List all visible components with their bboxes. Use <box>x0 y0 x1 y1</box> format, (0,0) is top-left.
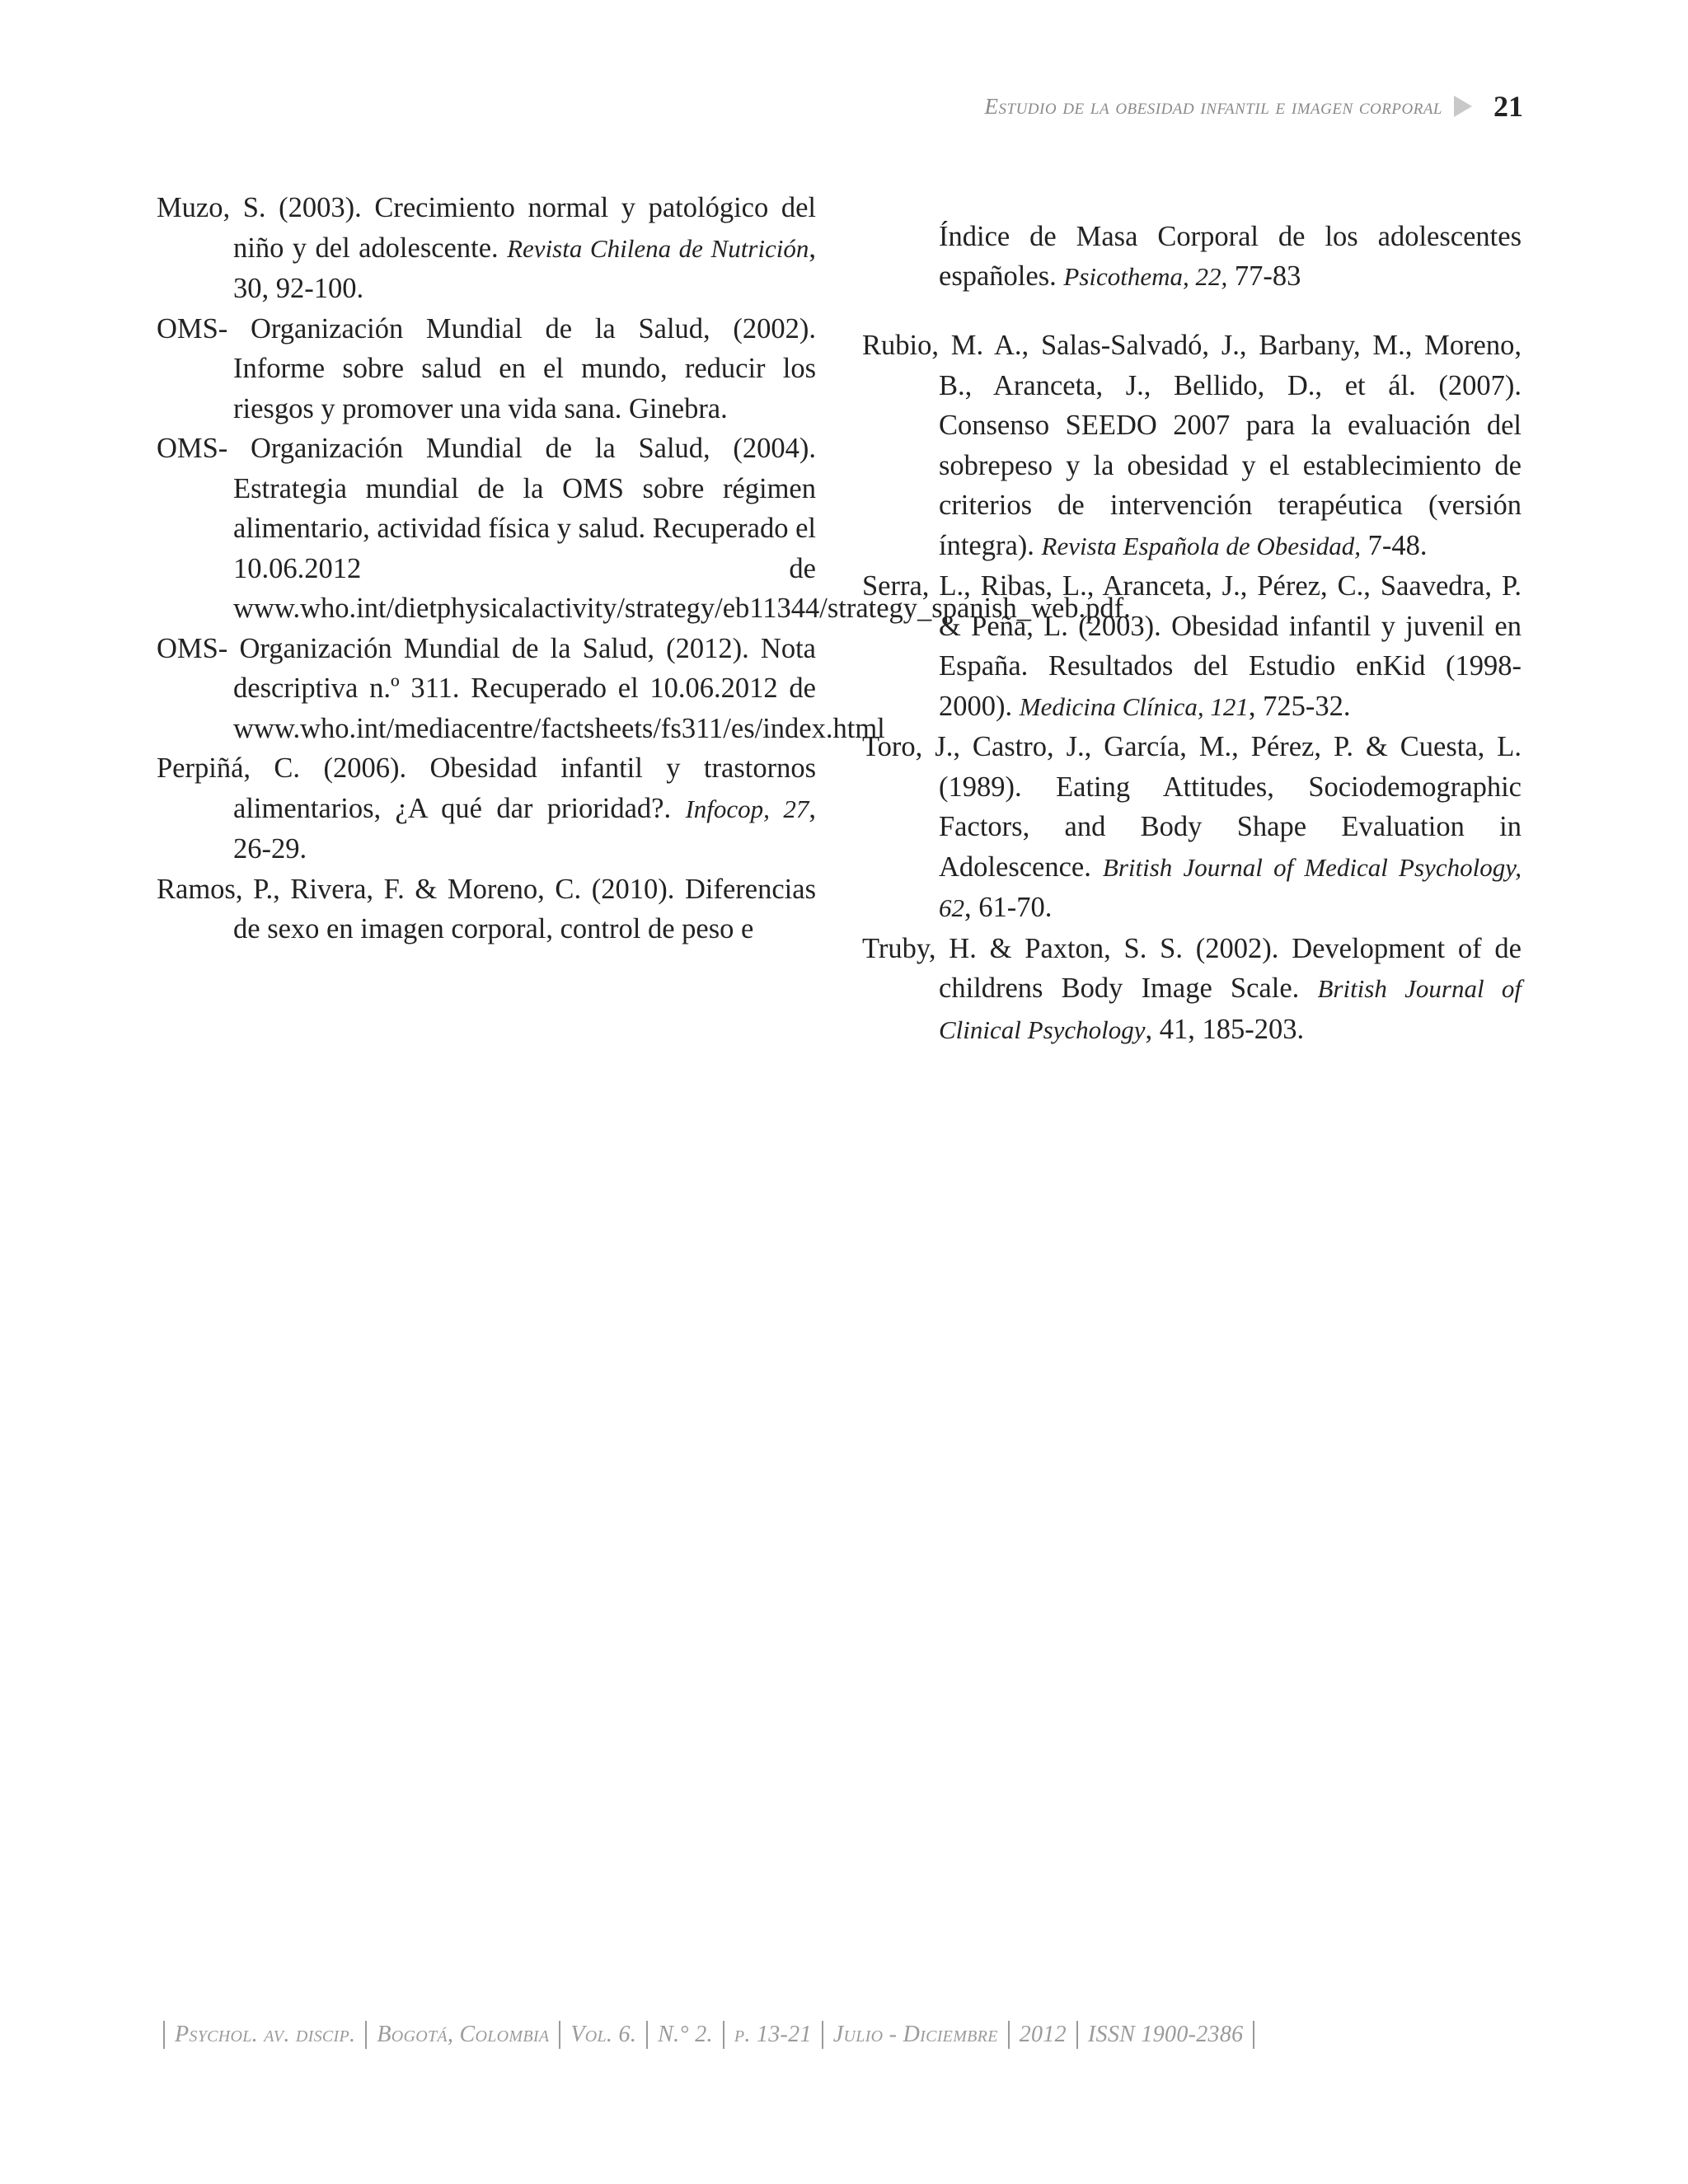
reference-entry <box>862 566 1522 727</box>
reference-entry <box>157 869 816 949</box>
footer-issn: ISSN 1900-2386 <box>1087 2022 1244 2047</box>
footer-separator <box>1076 2021 1078 2049</box>
reference-text: Índice de Masa Corporal de los adolescentes españoles. <box>939 220 1522 292</box>
reference-source: Infocop, 27 <box>685 794 809 823</box>
reference-continuation <box>862 217 1522 298</box>
footer-separator <box>822 2021 823 2049</box>
right-triangle-icon <box>1454 96 1472 117</box>
reference-text: Serra, L., Ribas, L., Aranceta, J., Pérez, C., Saavedra, P. & Peña, L. (2003). Obesidad infantil y juvenil en España. Resultados del Estudio enKid (1998-2000). <box>862 570 1522 722</box>
reference-text: Rubio, M. A., Salas-Salvadó, J., Barbany, M., Moreno, B., Aranceta, J., Bellido, D., et ál. (2007). Consenso SEEDO 2007 para la evaluación del sobrepeso y la obesidad y el establecimiento de criterios de intervención terapéutica (versión íntegra). <box>862 330 1522 561</box>
reference-source: Medicina Clínica, 121 <box>1019 691 1249 721</box>
reference-tail: , 725-32. <box>1248 690 1351 722</box>
footer-pages: p. 13-21 <box>734 2022 812 2047</box>
running-title: Estudio de la obesidad infantil e imagen corporal <box>984 93 1442 119</box>
reference-entry <box>157 309 816 429</box>
reference-entry <box>157 429 1131 629</box>
reference-entry <box>157 188 816 309</box>
reference-text: OMS- Organización Mundial de la Salud, (2002). Informe sobre salud en el mundo, reducir los riesgos y promover una vida sana. Ginebra. <box>157 312 816 424</box>
reference-text: OMS- Organización Mundial de la Salud, (2012). Nota descriptiva n.º 311. Recuperado el 10.06.2012 de www.who.int/mediacentre/factsheets/fs311/es/index.html <box>157 632 885 744</box>
reference-source: Revista Española de Obesidad, <box>1041 531 1361 560</box>
reference-source: British Journal of Clinical Psychology <box>939 974 1522 1044</box>
reference-tail: , 61-70. <box>964 892 1053 923</box>
reference-tail: 77-83 <box>1227 260 1301 292</box>
footer-separator <box>163 2021 165 2049</box>
references-right-column <box>862 188 1522 1050</box>
reference-text: Muzo, S. (2003). Crecimiento normal y patológico del niño y del adolescente. <box>157 192 816 264</box>
reference-source: Psicothema, 22, <box>1063 262 1228 291</box>
footer-separator <box>646 2021 648 2049</box>
reference-tail: , 41, 185-203. <box>1145 1013 1305 1045</box>
reference-source: Revista Chilena de Nutrición <box>507 233 809 263</box>
footer-city: Bogotá, Colombia <box>377 2022 550 2047</box>
reference-entry <box>862 326 1522 566</box>
footer-separator <box>559 2021 560 2049</box>
footer-year: 2012 <box>1019 2022 1067 2047</box>
page-number: 21 <box>1493 90 1523 123</box>
reference-tail: , 30, 92-100. <box>233 232 816 304</box>
reference-entry <box>157 748 816 869</box>
reference-tail: 7-48. <box>1360 529 1428 561</box>
reference-entry <box>157 629 885 749</box>
reference-source: British Journal of Medical Psychology, 62 <box>939 852 1522 922</box>
reference-tail: , 26-29. <box>233 792 816 865</box>
footer-separator <box>1008 2021 1010 2049</box>
reference-text: Truby, H. & Paxton, S. S. (2002). Development of de childrens Body Image Scale. <box>862 932 1522 1004</box>
reference-text: Perpiñá, C. (2006). Obesidad infantil y trastornos alimentarios, ¿A qué dar prioridad?. <box>157 752 816 824</box>
footer-separator <box>1253 2021 1254 2049</box>
footer-separator <box>723 2021 724 2049</box>
footer-period: Julio - Diciembre <box>832 2022 998 2047</box>
reference-entry <box>862 929 1522 1051</box>
footer-journal: Psychol. av. discip. <box>175 2022 356 2047</box>
footer-volume: Vol. 6. <box>570 2022 637 2047</box>
reference-text: OMS- Organización Mundial de la Salud, (2004). Estrategia mundial de la OMS sobre régimen alimentario, actividad física y salud. Recuperado el 10.06.2012 de www.who.int/dietphysicalactivity/strategy/eb11344/strategy_spanish_web.pdf. <box>157 433 1131 624</box>
footer-issue: N.° 2. <box>658 2022 713 2047</box>
reference-text: Ramos, P., Rivera, F. & Moreno, C. (2010). Diferencias de sexo en imagen corporal, control de peso e <box>157 873 816 944</box>
reference-entry <box>862 727 1522 929</box>
journal-footer <box>153 2021 1264 2049</box>
running-head <box>985 89 1523 124</box>
footer-separator <box>365 2021 367 2049</box>
reference-text: Toro, J., Castro, J., García, M., Pérez, P. & Cuesta, L. (1989). Eating Attitudes, Sociodemographic Factors, and Body Shape Evaluation in Adolescence. <box>862 731 1522 883</box>
